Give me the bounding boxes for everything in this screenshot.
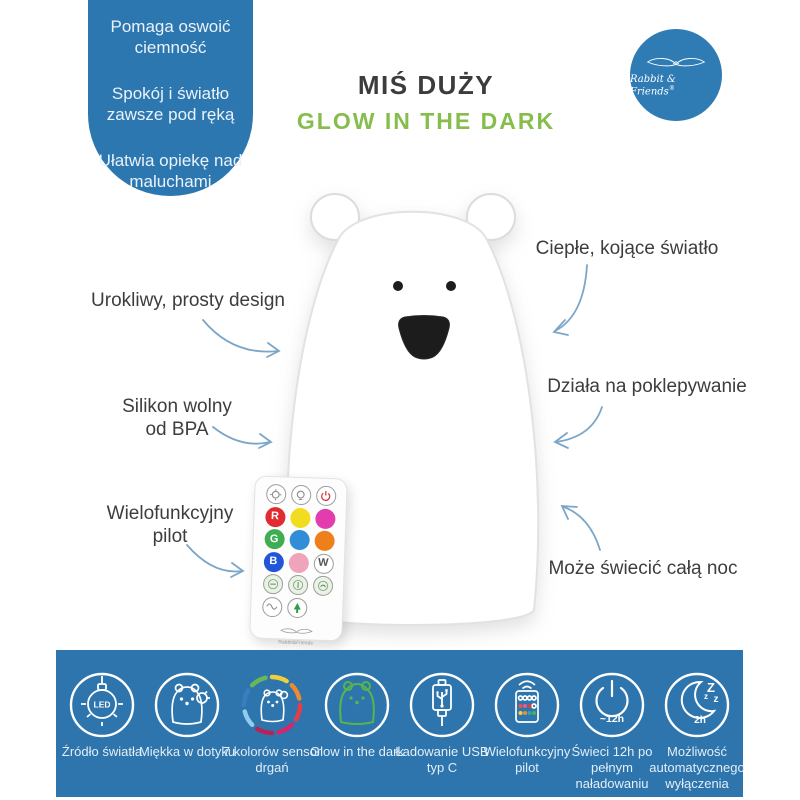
- remote-red-button: R: [265, 506, 286, 527]
- brand-logo: [630, 29, 722, 121]
- feature-label: Ładowanie USB typ C: [395, 744, 489, 775]
- remote-yellow-button: [290, 507, 311, 528]
- banner-item: Spokój i światło zawsze pod ręką: [106, 83, 235, 125]
- power-icon: [579, 672, 645, 738]
- remote-b-button: B: [263, 551, 284, 572]
- arrow-warm-light: [554, 265, 587, 335]
- remote-mode-button: [262, 574, 283, 595]
- remote-brightness-up-button: [265, 484, 286, 505]
- arrow-all-night: [562, 506, 600, 550]
- rabbit-wings-icon: [278, 625, 314, 636]
- remote-brand: Rabbit&Friends: [250, 621, 342, 647]
- bear-eye-icon: [446, 281, 456, 291]
- svg-text:Z: Z: [707, 680, 715, 695]
- feature-label: Wielofunkcyjny pilot: [483, 744, 571, 775]
- usb-plug-icon: [409, 672, 475, 738]
- rabbit-wings-icon: [644, 52, 708, 72]
- callout-warm-light: Ciepłe, kojące światło: [535, 238, 719, 259]
- remote-pink-button: [288, 552, 309, 573]
- feature-label: Źródło światła: [61, 744, 143, 759]
- moon-icon: [664, 672, 730, 738]
- remote-white-button: W: [313, 553, 334, 574]
- product-title: MIŚ DUŻY: [357, 70, 495, 100]
- benefits-banner: [88, 0, 253, 196]
- banner-item: Pomaga oswoić ciemność: [110, 17, 231, 58]
- arrow-tap: [555, 407, 602, 448]
- feature-label: Miękka w dotyku: [138, 744, 236, 759]
- callout-all-night: Może świecić całą noc: [548, 558, 738, 579]
- arrow-design: [203, 320, 279, 357]
- feature-soft-touch: [138, 672, 236, 760]
- remote-magenta-button: [315, 508, 336, 529]
- glow-bear-icon: [324, 672, 390, 738]
- svg-text:z: z: [713, 694, 719, 705]
- feature-remote: [485, 672, 570, 776]
- svg-text:LED: LED: [93, 699, 111, 710]
- feature-usb-charging: [395, 672, 489, 776]
- remote-brightness-down-button: [290, 485, 311, 506]
- soft-bear-icon: [154, 672, 220, 738]
- remote-blue-button: [289, 530, 310, 551]
- svg-text:2h: 2h: [694, 715, 706, 726]
- callout-remote: Wielofunkcyjny pilot: [106, 503, 234, 547]
- feature-auto-off: [649, 672, 745, 792]
- feature-seven-colors: [222, 672, 322, 776]
- feature-label: Świeci 12h po pełnym naładowaniu: [571, 744, 653, 791]
- remote-mode-button: [312, 576, 333, 597]
- color-ring-bear-icon: [239, 672, 305, 738]
- feature-light-source: [60, 672, 145, 760]
- banner-item: Ułatwia opiekę nad maluchami: [98, 150, 243, 192]
- remote-wave-button: [261, 596, 282, 617]
- remote-mode-button: [287, 575, 308, 596]
- remote-icon: [494, 672, 560, 738]
- callout-tap: Działa na poklepywanie: [547, 376, 747, 397]
- arrow-remote: [187, 545, 243, 577]
- brand-name: Rabbit & Friends®: [630, 74, 676, 98]
- led-bulb-icon: [69, 672, 135, 738]
- feature-bar: [56, 650, 743, 797]
- feature-label: Możliwość automatycznego wyłączenia: [649, 744, 745, 791]
- remote-control: [249, 475, 348, 647]
- remote-green-button: G: [264, 529, 285, 550]
- callout-design: Urokliwy, prosty design: [91, 290, 285, 311]
- feature-glow-in-dark: [310, 672, 404, 760]
- feature-battery-life: [570, 672, 655, 792]
- remote-tree-button: [286, 597, 307, 618]
- callout-silicone: Silikon wolny od BPA: [122, 396, 232, 440]
- header: [276, 70, 576, 135]
- svg-text:z: z: [704, 692, 708, 701]
- remote-orange-button: [314, 531, 335, 552]
- remote-power-button: [315, 486, 336, 507]
- bear-eye-icon: [393, 281, 403, 291]
- product-subtitle: GLOW IN THE DARK: [296, 108, 556, 134]
- svg-text:~12h: ~12h: [599, 713, 625, 725]
- feature-label: Glow in the dark: [310, 744, 404, 759]
- feature-label: 7 kolorów sensor drgań: [222, 744, 322, 775]
